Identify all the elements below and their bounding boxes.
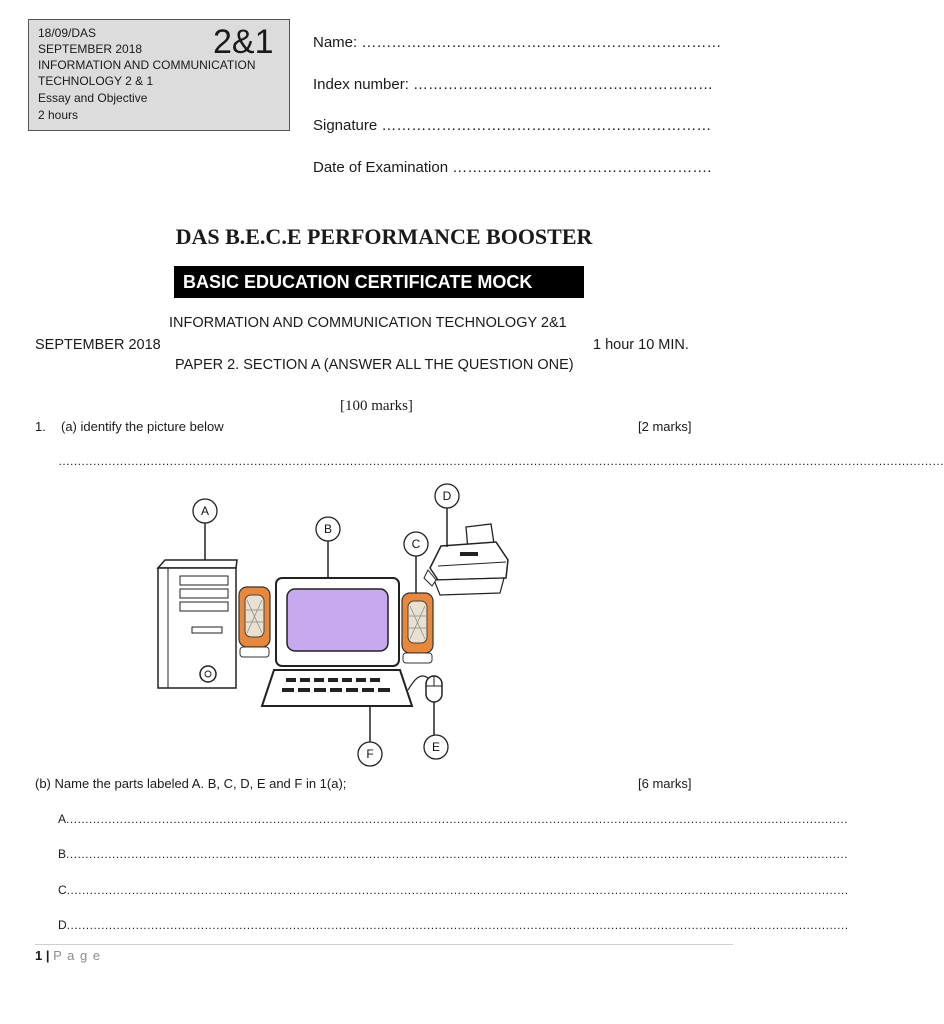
document-title: DAS B.E.C.E PERFORMANCE BOOSTER: [175, 224, 593, 249]
right-speaker-illustration: [402, 593, 433, 663]
answer-line-b: B……………………………………………………………………………………………………………………………………………………………………………………: [58, 847, 848, 861]
page-footer: [35, 948, 101, 963]
page-word: P a g e: [53, 948, 102, 963]
question-1a-marks: [2 marks]: [638, 419, 692, 434]
exam-date: SEPTEMBER 2018: [35, 337, 161, 353]
question-number: 1.: [35, 419, 46, 434]
system-unit-illustration: [158, 560, 237, 688]
page-number: 1: [35, 948, 43, 963]
answer-line-c: C……………………………………………………………………………………………………………………………………………………………………………………: [58, 883, 849, 897]
left-speaker-illustration: [239, 587, 270, 657]
question-1b: (b) Name the parts labeled A. B, C, D, E and F in 1(a);: [35, 776, 347, 791]
answer-line-a: A……………………………………………………………………………………………………………………………………………………………………………………: [58, 812, 848, 826]
code-line: INFORMATION AND COMMUNICATION: [38, 58, 256, 72]
answer-line-d: D……………………………………………………………………………………………………………………………………………………………………………………: [58, 918, 849, 932]
label-e: E: [431, 740, 441, 754]
label-d: D: [442, 489, 452, 503]
paper-code: 2&1: [213, 23, 274, 61]
exam-banner: BASIC EDUCATION CERTIFICATE MOCK: [174, 266, 584, 298]
label-a: A: [200, 504, 210, 518]
paper-section: PAPER 2. SECTION A (ANSWER ALL THE QUESTION ONE): [175, 357, 574, 373]
code-line: SEPTEMBER 2018: [38, 42, 143, 56]
index-number-field: Index number: ……………………………………………………: [313, 76, 714, 93]
name-field: Name: ………………………………………………………………: [313, 34, 722, 51]
code-line: 2 hours: [38, 108, 79, 122]
keyboard-illustration: [262, 670, 412, 706]
mouse-illustration: [408, 676, 442, 702]
code-line: 18/09/DAS: [38, 26, 97, 40]
printer-illustration: [424, 524, 508, 595]
total-marks: [100 marks]: [340, 398, 413, 414]
exam-duration: 1 hour 10 MIN.: [593, 337, 689, 353]
question-1a: (a) identify the picture below: [61, 419, 224, 434]
label-c: C: [411, 537, 421, 551]
footer-divider: [35, 944, 733, 945]
answer-line: ……………………………………………………………………………………………………………………………………………………………………………………………………………: [58, 454, 944, 468]
label-f: F: [366, 747, 374, 761]
question-1b-marks: [6 marks]: [638, 776, 692, 791]
monitor-illustration: [276, 578, 399, 666]
code-line: TECHNOLOGY 2 & 1: [38, 74, 154, 88]
signature-field: Signature …………………………………………………………: [313, 117, 712, 134]
date-of-examination-field: Date of Examination …………………………………………….: [313, 159, 712, 176]
code-line: Essay and Objective: [38, 91, 148, 105]
subject-line: INFORMATION AND COMMUNICATION TECHNOLOGY 2&1: [169, 315, 567, 331]
label-b: B: [323, 522, 333, 536]
footer-separator: |: [45, 948, 50, 963]
